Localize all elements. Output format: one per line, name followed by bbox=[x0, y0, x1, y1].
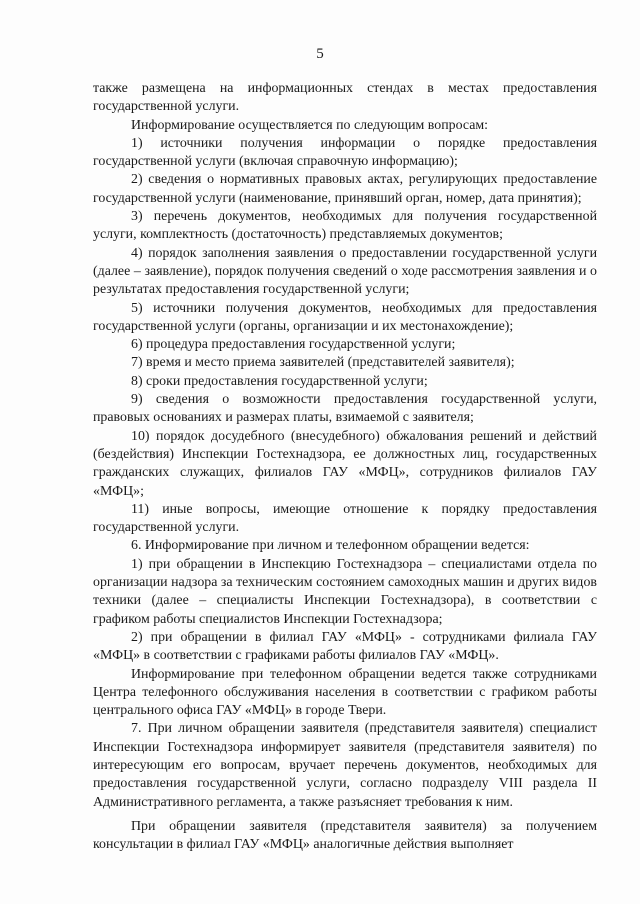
paragraph: 7) время и место приема заявителей (представителей заявителя); bbox=[131, 355, 515, 371]
paragraph: Информирование при телефонном обращении ведется также сотрудниками Центра телефонного обслуживания населения в соответствии с графиком работы центрального офиса ГАУ «МФЦ» в городе Твери. bbox=[93, 666, 597, 719]
paragraph: Информирование осуществляется по следующим вопросам: bbox=[131, 117, 489, 133]
paragraph: 11) иные вопросы, имеющие отношение к порядку предоставления государственной услуги. bbox=[93, 501, 597, 536]
paragraph: При обращении заявителя (представителя заявителя) за получением консультации в филиал ГАУ «МФЦ» аналогичные действия выполняет bbox=[93, 818, 597, 853]
paragraph: 8) сроки предоставления государственной услуги; bbox=[131, 373, 428, 389]
paragraph: 7. При личном обращении заявителя (представителя заявителя) специалист Инспекции Гостехнадзора информирует заявителя (представителя заявителя) по интересующим его вопросам, вручает перечень документов, необходимых для предоставления государственной услуги, согласно подразделу VIII раздела II Административного регламента, а также разъясняет требования к ним. bbox=[93, 721, 597, 810]
paragraph: 6. Информирование при личном и телефонном обращении ведется: bbox=[131, 538, 530, 554]
paragraph: 5) источники получения документов, необходимых для предоставления государственной услуги (органы, организации и их местонахождение); bbox=[93, 300, 597, 334]
paragraph: 4) порядок заполнения заявления о предоставлении государственной услуги (далее – заявление), порядок получения сведений о ходе рассмотрения заявления и о результатах предоставления государственной услуги; bbox=[93, 245, 597, 298]
paragraph: 10) порядок досудебного (внесудебного) обжалования решений и действий (бездействия) Инспекции Гостехнадзора, ее должностных лиц, государственных гражданских служащих, филиалов ГАУ «МФЦ», сотрудников филиалов ГАУ «МФЦ»; bbox=[93, 428, 597, 499]
paragraph: 1) при обращении в Инспекцию Гостехнадзора – специалистами отдела по организации надзора за техническим состоянием самоходных машин и других видов техники (далее – специалисты Инспекции Гостехнадзора), в соответствии с графиком работы специалистов Инспекции Гостехнадзора; bbox=[93, 556, 597, 627]
paragraph: 2) сведения о нормативных правовых актах, регулирующих предоставление государственной услуги (наименование, принявший орган, номер, дата принятия); bbox=[93, 172, 597, 206]
paragraph: также размещена на информационных стендах в местах предоставления государственной услуги. bbox=[93, 81, 597, 115]
paragraph: 2) при обращении в филиал ГАУ «МФЦ» - сотрудниками филиала ГАУ «МФЦ» в соответствии с графиками работы филиалов ГАУ «МФЦ». bbox=[93, 629, 597, 664]
paragraph: 3) перечень документов, необходимых для получения государственной услуги, комплектность (достаточность) представляемых документов; bbox=[93, 209, 597, 243]
paragraph: 1) источники получения информации о порядке предоставления государственной услуги (включая справочную информацию); bbox=[93, 135, 597, 170]
paragraph: 6) процедура предоставления государственной услуги; bbox=[131, 337, 456, 353]
document-body bbox=[93, 80, 597, 854]
page-number: 5 bbox=[316, 46, 324, 62]
paragraph: 9) сведения о возможности предоставления государственной услуги, правовых основаниях и размерах платы, взимаемой с заявителя; bbox=[93, 392, 597, 426]
